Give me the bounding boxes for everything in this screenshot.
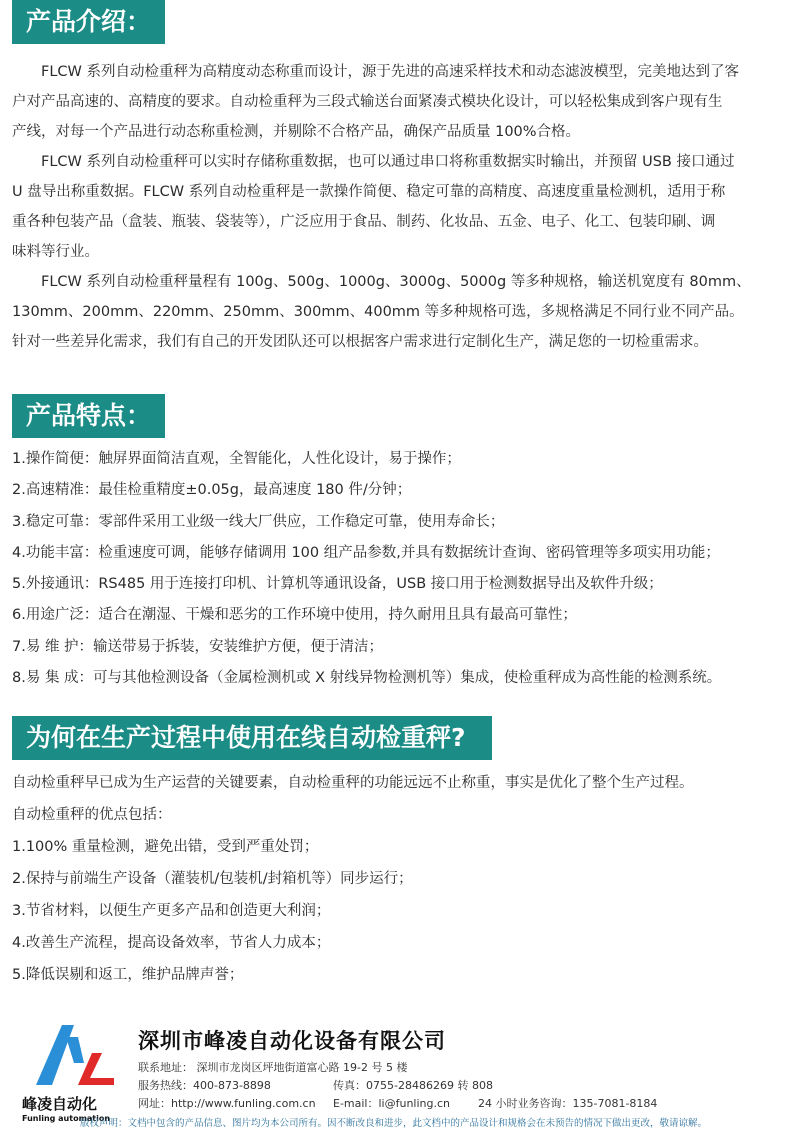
paragraph-line: 重各种包装产品（盒装、瓶装、袋装等），广泛应用于食品、制药、化妆品、五金、电子、化工、包装印刷、调: [12, 214, 716, 230]
paragraph-line: FLCW 系列自动检重秤为高精度动态称重而设计，源于先进的高速采样技术和动态滤波模型，完美地达到了客: [12, 64, 739, 80]
feature-item: 8.易 集 成：可与其他检测设备（金属检测机或 X 射线异物检测机等）集成，使检重秤成为高性能的检测系统。: [12, 670, 722, 687]
feature-item: 3.稳定可靠：零部件采用工业级一线大厂供应，工作稳定可靠，使用寿命长；: [12, 513, 505, 530]
company-logo: [22, 1023, 122, 1123]
paragraph-line: 130mm、200mm、220mm、250mm、300mm、400mm 等多种规格可选，多规格满足不同行业不同产品。: [12, 304, 744, 320]
list-item: 4.改善生产流程，提高设备效率，节省人力成本；: [12, 935, 331, 951]
paragraph-line: FLCW 系列自动检重秤量程有 100g、500g、1000g、3000g、5000g 等多种规格，输送机宽度有 80mm、: [12, 274, 751, 290]
paragraph-line: FLCW 系列自动检重秤可以实时存储称重数据，也可以通过串口将称重数据实时输出，并预留 USB 接口通过: [12, 154, 735, 170]
feature-item: 2.高速精准：最佳检重精度±0.05g，最高速度 180 件/分钟；: [12, 482, 412, 499]
hotline: 服务热线：400-873-8898: [138, 1079, 271, 1092]
fax: 传真：0755-28486269 转 808: [333, 1079, 493, 1092]
list-item: 2.保持与前端生产设备（灌装机/包装机/封箱机等）同步运行；: [12, 871, 413, 887]
feature-item: 1.操作简便：触屏界面简洁直观，全智能化，人性化设计，易于操作；: [12, 451, 461, 467]
list-item: 5.降低误剔和返工，维护品牌声誉；: [12, 967, 244, 983]
why-list: [12, 767, 792, 991]
list-item: 3.节省材料，以便生产更多产品和创造更大利润；: [12, 903, 331, 919]
paragraph-line: 针对一些差异化需求，我们有自己的开发团队还可以根据客户需求进行定制化生产，满足您的一切检重需求。: [12, 334, 708, 350]
feature-item: 4.功能丰富：检重速度可调，能够存储调用 100 组产品参数,并具有数据统计查询、密码管理等多项实用功能；: [12, 544, 720, 561]
list-item: 自动检重秤早已成为生产运营的关键要素，自动检重秤的功能远远不止称重，事实是优化了整个生产过程。: [12, 775, 694, 791]
feature-item: 7.易 维 护：输送带易于拆装，安装维护方便，便于清洁；: [12, 638, 384, 655]
feature-item: 6.用途广泛：适合在潮湿、干燥和恶劣的工作环境中使用，持久耐用且具有最高可靠性；: [12, 607, 577, 624]
company-name: 深圳市峰凌自动化设备有限公司: [138, 1029, 446, 1053]
logo-icon: [22, 1023, 122, 1093]
paragraph-line: 味料等行业。: [12, 244, 99, 260]
paragraph-line: 户对产品高速的、高精度的要求。自动检重秤为三段式输送台面紧凑式模块化设计，可以轻松集成到客户现有生: [12, 94, 723, 110]
website-link[interactable]: 网址：http://www.funling.com.cn: [138, 1097, 316, 1110]
section-title-features: 产品特点：: [12, 394, 165, 438]
copyright-notice: 版权声明：文档中包含的产品信息、图片均为本公司所有。因不断改良和进步，此文档中的产品设计和规格会在未预告的情况下做出更改，敬请谅解。: [80, 1118, 708, 1129]
paragraph-line: U 盘导出称重数据。FLCW 系列自动检重秤是一款操作简便、稳定可靠的高精度、高速度重量检测机，适用于称: [12, 184, 726, 200]
address: 联系地址： 深圳市龙岗区坪地街道富心路 19-2 号 5 楼: [138, 1061, 408, 1074]
logo-text: 峰凌自动化: [22, 1095, 98, 1113]
footer: [0, 1015, 800, 1131]
intro-text: [12, 57, 792, 357]
paragraph-line: 产线，对每一个产品进行动态称重检测，并剔除不合格产品，确保产品质量 100%合格。: [12, 124, 581, 140]
list-item: 自动检重秤的优点包括：: [12, 807, 172, 823]
section-title-intro: 产品介绍：: [12, 0, 165, 44]
logo-subtext: Funling automation: [22, 1114, 111, 1123]
email-link[interactable]: E-mail：li@funling.cn: [333, 1097, 450, 1110]
list-item: 1.100% 重量检测，避免出错，受到严重处罚；: [12, 839, 319, 855]
feature-item: 5.外接通讯：RS485 用于连接打印机、计算机等通讯设备，USB 接口用于检测数据导出及软件升级；: [12, 576, 663, 593]
section-title-why: 为何在生产过程中使用在线自动检重秤?: [12, 716, 492, 760]
consult-phone: 24 小时业务咨询：135-7081-8184: [478, 1097, 658, 1110]
features-list: [12, 444, 792, 694]
